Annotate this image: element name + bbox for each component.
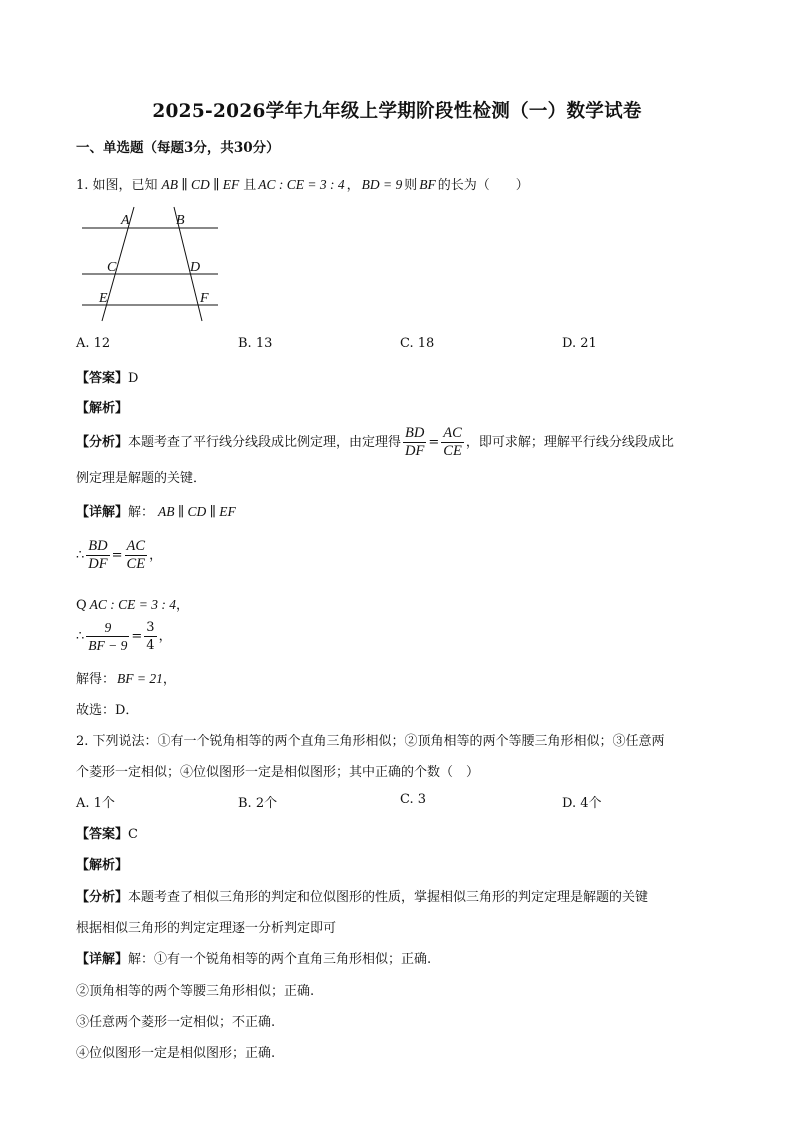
step-text: 解得： <box>76 672 116 687</box>
q1-fenxi-line1 <box>76 425 674 460</box>
q2-detail-line3: ③任意两个菱形一定相似；不正确. <box>76 1015 276 1030</box>
q2-stem-line2: 个菱形一定相似；④位似图形一定是相似图形；其中正确的个数（ ） <box>76 765 480 780</box>
q1-option-d: D. 21 <box>562 336 597 351</box>
denominator: CE <box>443 443 462 459</box>
q1-stem-math: AC : CE = 3 : 4 <box>258 177 345 192</box>
punctuation: ， <box>158 629 172 644</box>
q1-step2 <box>76 594 189 613</box>
q1-stem-math: BF <box>419 177 436 192</box>
q1-step3 <box>76 619 172 654</box>
q1-stem-text: 1. 如图，已知 <box>76 178 158 193</box>
fraction-ac-ce <box>441 425 464 460</box>
because-symbol: Q <box>76 598 87 613</box>
detail-text: 解：①有一个锐角相等的两个直角三角形相似；正确. <box>128 952 432 967</box>
q1-detail <box>76 501 236 520</box>
q2-fenxi-line2: 根据相似三角形的判定定理逐一分析判定即可 <box>76 921 337 936</box>
q1-analysis-tag: 【解析】 <box>76 401 129 416</box>
fraction-ac-ce <box>125 538 148 573</box>
q1-stem-text: 且 <box>243 178 257 193</box>
q1-option-c: C. 18 <box>400 336 435 351</box>
detail-text: 解： <box>128 505 155 520</box>
step-math: BF = 21 <box>117 671 163 686</box>
q1-option-a: A. 12 <box>76 336 111 351</box>
q1-step4 <box>76 668 176 687</box>
denominator: CE <box>126 556 146 572</box>
fraction-bd-df <box>403 425 426 460</box>
q2-answer <box>76 823 138 842</box>
fenxi-tag: 【分析】 <box>76 435 129 450</box>
numerator: 9 <box>86 619 129 637</box>
answer-value: C <box>128 827 138 842</box>
answer-tag: 【答案】 <box>76 371 129 386</box>
equals-sign: = <box>428 435 440 450</box>
q1-fenxi-line2: 例定理是解题的关键． <box>76 471 207 486</box>
q1-step1 <box>76 538 162 573</box>
q1-stem-math: AB ∥ CD ∥ EF <box>161 177 240 192</box>
q1-answer <box>76 367 138 386</box>
fenxi-text: 本题考查了平行线分线段成比例定理，由定理得 <box>128 435 402 450</box>
punctuation: ， <box>149 548 163 563</box>
q2-option-b: B. 2个 <box>238 796 278 811</box>
equals-sign: = <box>111 548 123 563</box>
fraction-9-bf <box>86 619 129 654</box>
q2-fenxi-line1 <box>76 886 648 905</box>
detail-tag: 【详解】 <box>76 505 129 520</box>
label-d: D <box>190 260 201 275</box>
page-title: 2025-2026学年九年级上学期阶段性检测（一）数学试卷 <box>152 101 642 122</box>
equals-sign: = <box>131 629 143 644</box>
therefore-symbol: ∴ <box>76 548 85 563</box>
label-a: A <box>121 213 130 228</box>
label-e: E <box>99 291 108 306</box>
parallel-lines-figure <box>76 205 226 323</box>
denominator: BF − 9 <box>88 638 128 653</box>
denominator: 4 <box>146 638 155 653</box>
step-math: AC : CE = 3 : 4 <box>89 597 177 612</box>
fraction-bd-df <box>86 538 109 573</box>
denominator: DF <box>405 443 425 459</box>
q1-stem-math: BD = 9 <box>361 177 403 192</box>
therefore-symbol: ∴ <box>76 629 85 644</box>
label-c: C <box>107 260 117 275</box>
numerator: AC <box>126 538 146 554</box>
q2-stem-line1: 2. 下列说法：①有一个锐角相等的两个直角三角形相似；②顶角相等的两个等腰三角形相似；③任意两 <box>76 734 665 749</box>
answer-value: D <box>128 371 139 386</box>
q2-detail-line1 <box>76 948 431 967</box>
punctuation: ， <box>176 598 190 613</box>
section-heading: 一、单选题（每题3分，共30分） <box>76 140 280 156</box>
q1-stem-text: 的长为（ ） <box>437 178 529 193</box>
denominator: DF <box>88 556 108 572</box>
answer-tag: 【答案】 <box>76 827 129 842</box>
q2-detail-line4: ④位似图形一定是相似图形；正确. <box>76 1046 276 1061</box>
numerator: AC <box>443 425 462 441</box>
detail-tag: 【详解】 <box>76 952 129 967</box>
fenxi-tag: 【分析】 <box>76 890 129 905</box>
punctuation: ， <box>162 672 176 687</box>
q2-detail-line2: ②顶角相等的两个等腰三角形相似；正确. <box>76 984 315 999</box>
q2-option-a: A. 1个 <box>76 796 115 811</box>
numerator: BD <box>88 538 108 554</box>
q2-option-c: C. 3 <box>400 792 427 807</box>
fenxi-text: ，即可求解；理解平行线分线段成比 <box>465 435 674 450</box>
detail-math: AB ∥ CD ∥ EF <box>158 504 236 519</box>
q1-stem-text: 则 <box>404 178 418 193</box>
numerator: BD <box>405 425 425 441</box>
q1-stem <box>76 174 529 193</box>
numerator: 3 <box>146 620 155 635</box>
q2-option-d: D. 4个 <box>562 796 602 811</box>
q1-stem-text: ， <box>346 178 360 193</box>
fenxi-text: 本题考查了相似三角形的判定和位似图形的性质，掌握相似三角形的判定定理是解题的关键 <box>128 890 649 905</box>
fraction-3-4 <box>144 619 156 654</box>
q2-analysis-tag: 【解析】 <box>76 858 129 873</box>
label-b: B <box>176 213 185 228</box>
q1-option-b: B. 13 <box>238 336 273 351</box>
label-f: F <box>200 291 209 306</box>
q1-step5: 故选：D． <box>76 703 139 718</box>
